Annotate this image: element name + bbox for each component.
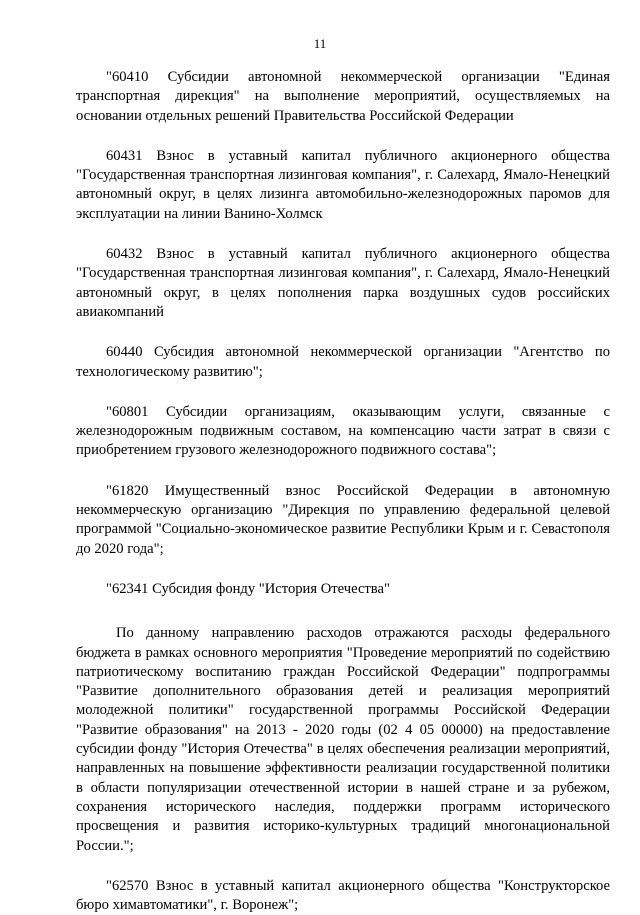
paragraph-60801: "60801 Субсидии организациям, оказывающим услуги, связанные с железнодорожным подвижным составом, на компенсацию части затрат в связи с приобретением грузового железнодорожного подвижного состава"; [76,403,610,459]
paragraph-62341: "62341 Субсидия фонду "История Отечества" [106,580,390,597]
paragraph-60440: 60440 Субсидия автономной некоммерческой организации "Агентство по технологическому развитию"; [76,344,610,380]
paragraph-60431: 60431 Взнос в уставный капитал публичного акционерного общества "Государственная транспортная лизинговая компания", г. Салехард, Ямало-Ненецкий автономный округ, в целях лизинга автомобильно-железнодорожных паромов для эксплуатации на линии Ванино-Холмск [76,147,610,222]
paragraph-61820: "61820 Имущественный взнос Российской Федерации в автономную некоммерческую организацию "Дирекция по управлению федеральной целевой программой "Социально-экономическое развитие Республики Крым и г. Севастополя до 2020 года"; [76,482,610,557]
paragraph-60432: 60432 Взнос в уставный капитал публичного акционерного общества "Государственная транспортная лизинговая компания", г. Салехард, Ямало-Ненецкий автономный округ, в целях пополнения парка воздушных судов российских авиакомпаний [76,246,610,320]
paragraph-60410: "60410 Субсидии автономной некоммерческой организации "Единая транспортная дирекция" на выполнение мероприятий, осуществляемых на основании отдельных решений Правительства Российской Федерации [76,69,610,124]
page-number: 11 [313,36,327,51]
paragraph-62570: "62570 Взнос в уставный капитал акционерного общества "Конструкторское бюро химавтоматики", г. Воронеж"; [76,877,610,914]
paragraph-62341-description: По данному направлению расходов отражаются расходы федерального бюджета в рамках основного мероприятия "Проведение мероприятий по содействию патриотическому воспитанию граждан Российской Федерации" подпрограммы "Развитие дополнительного образования детей и реализация мероприятий молодежной политики" государственной программы Российской Федерации "Развитие образования" на 2013 - 2020 годы (02 4 05 00000) на предоставление субсидии фонду "История Отечества" в целях обеспечения реализации мероприятий, направленных на повышение эффективности реализации государственной политики в области популяризации отечественной истории в нашей стране и за рубежом, сохранения исторического наследия, поддержки программ исторического просвещения и развития историко-культурных традиций многонациональной России."; [76,625,610,854]
document-body [76,68,610,915]
